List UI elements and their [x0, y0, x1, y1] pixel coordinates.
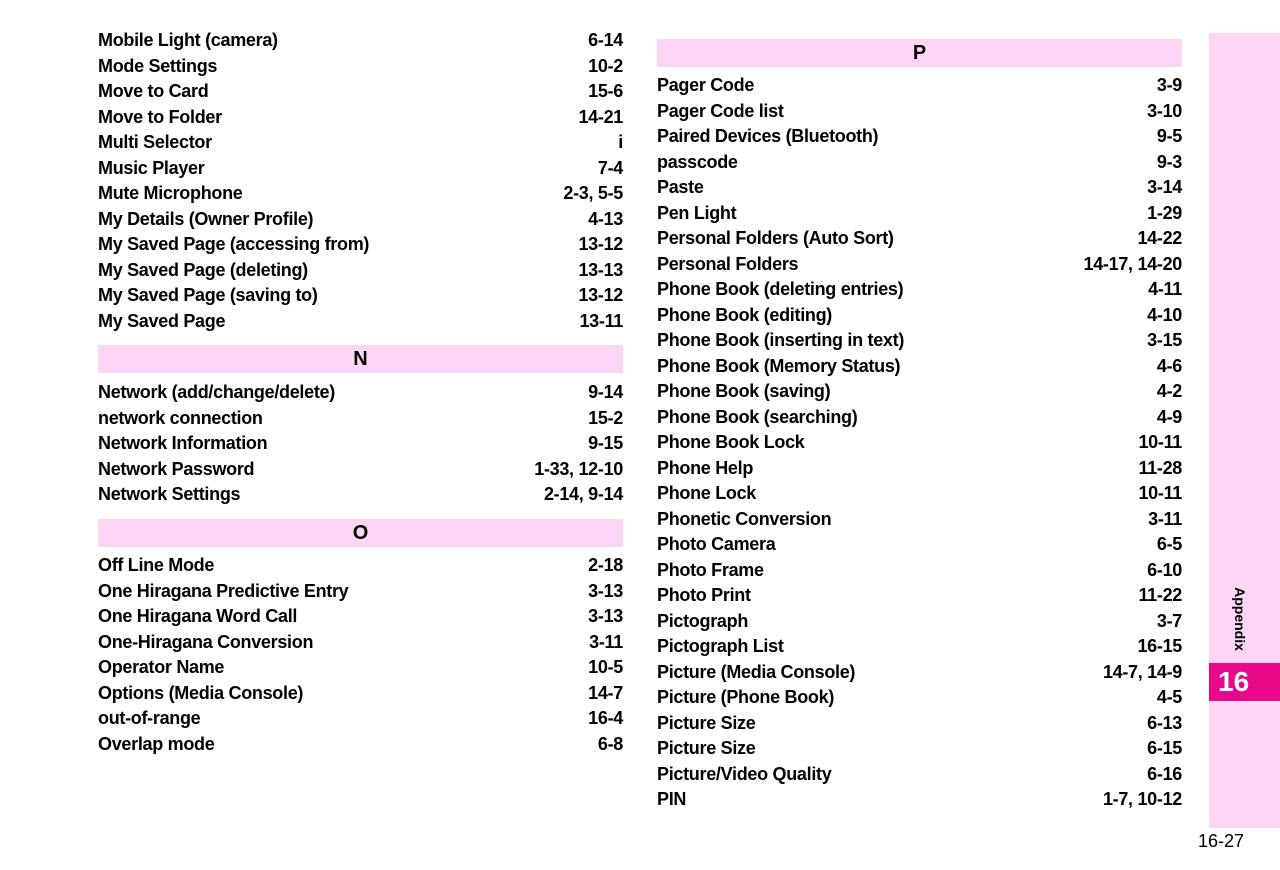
index-entry: PIN 1-7, 10-12: [657, 789, 1182, 809]
index-entry: Personal Folders (Auto Sort) 14-22: [657, 228, 1182, 248]
index-entry: Phone Book (searching) 4-9: [657, 406, 1182, 427]
index-entry: Phonetic Conversion 3-11: [657, 508, 1182, 529]
index-entry: Picture Size 6-13: [657, 712, 1182, 733]
index-entry: Mute Microphone 2-3, 5-5: [98, 183, 623, 203]
index-entry: Network Settings 2-14, 9-14: [98, 484, 623, 504]
index-entry: Move to Card 15-6: [98, 81, 623, 101]
section-header-n: N: [98, 345, 623, 373]
index-entry: Paired Devices (Bluetooth) 9-5: [657, 126, 1182, 146]
index-entry: Picture Size 6-15: [657, 738, 1182, 758]
index-entry: My Details (Owner Profile) 4-13: [98, 208, 623, 229]
index-entry: Phone Lock 10-11: [657, 483, 1182, 503]
index-entry: Pictograph List 16-15: [657, 636, 1182, 656]
index-entry: Overlap mode 6-8: [98, 733, 623, 754]
index-entry: Phone Book (saving) 4-2: [657, 381, 1182, 401]
index-entry: Mobile Light (camera) 6-14: [98, 30, 623, 50]
index-entry: passcode 9-3: [657, 151, 1182, 172]
index-entry: Phone Book (deleting entries) 4-11: [657, 279, 1182, 299]
index-entry: Options (Media Console) 14-7: [98, 682, 623, 703]
index-entry: One Hiragana Word Call 3-13: [98, 606, 623, 626]
index-entry: Phone Book (Memory Status) 4-6: [657, 355, 1182, 376]
appendix-label: Appendix: [1232, 587, 1248, 651]
index-entry: Pictograph 3-7: [657, 610, 1182, 631]
index-entry: One-Hiragana Conversion 3-11: [98, 631, 623, 652]
index-entry: Pager Code 3-9: [657, 75, 1182, 95]
index-entry: Network Password 1-33, 12-10: [98, 458, 623, 479]
index-entry: Picture/Video Quality 6-16: [657, 763, 1182, 784]
index-entry: Network (add/change/delete) 9-14: [98, 382, 623, 402]
index-entry: My Saved Page (saving to) 13-12: [98, 285, 623, 305]
index-entry: Music Player 7-4: [98, 157, 623, 178]
index-entry: Photo Camera 6-5: [657, 534, 1182, 554]
index-entry: Pen Light 1-29: [657, 202, 1182, 223]
index-entry: Off Line Mode 2-18: [98, 555, 623, 575]
section-header-p: P: [657, 39, 1182, 67]
index-entry: Operator Name 10-5: [98, 657, 623, 677]
index-entry: My Saved Page 13-11: [98, 310, 623, 331]
index-entry: network connection 15-2: [98, 407, 623, 428]
index-entry: My Saved Page (accessing from) 13-12: [98, 234, 623, 254]
index-entry: Picture (Phone Book) 4-5: [657, 687, 1182, 707]
index-entry: Phone Book (editing) 4-10: [657, 304, 1182, 325]
index-entry: Mode Settings 10-2: [98, 55, 623, 76]
index-entry: My Saved Page (deleting) 13-13: [98, 259, 623, 280]
appendix-side-tab: [1209, 33, 1280, 828]
index-entry: Move to Folder 14-21: [98, 106, 623, 127]
index-entry: Phone Book (inserting in text) 3-15: [657, 330, 1182, 350]
index-entry: Picture (Media Console) 14-7, 14-9: [657, 661, 1182, 682]
index-entry: Paste 3-14: [657, 177, 1182, 197]
index-entry: Personal Folders 14-17, 14-20: [657, 253, 1182, 274]
index-entry: Phone Book Lock 10-11: [657, 432, 1182, 452]
index-entry: Multi Selector i: [98, 132, 623, 152]
index-entry: Pager Code list 3-10: [657, 100, 1182, 121]
page-number: 16-27: [1198, 831, 1245, 851]
index-entry: Photo Frame 6-10: [657, 559, 1182, 580]
index-entry: Photo Print 11-22: [657, 585, 1182, 605]
chapter-number-badge: 16: [1209, 663, 1280, 701]
index-entry: Network Information 9-15: [98, 433, 623, 453]
section-header-o: O: [98, 519, 623, 547]
index-entry: out-of-range 16-4: [98, 708, 623, 728]
index-entry: Phone Help 11-28: [657, 457, 1182, 478]
index-entry: One Hiragana Predictive Entry 3-13: [98, 580, 623, 601]
